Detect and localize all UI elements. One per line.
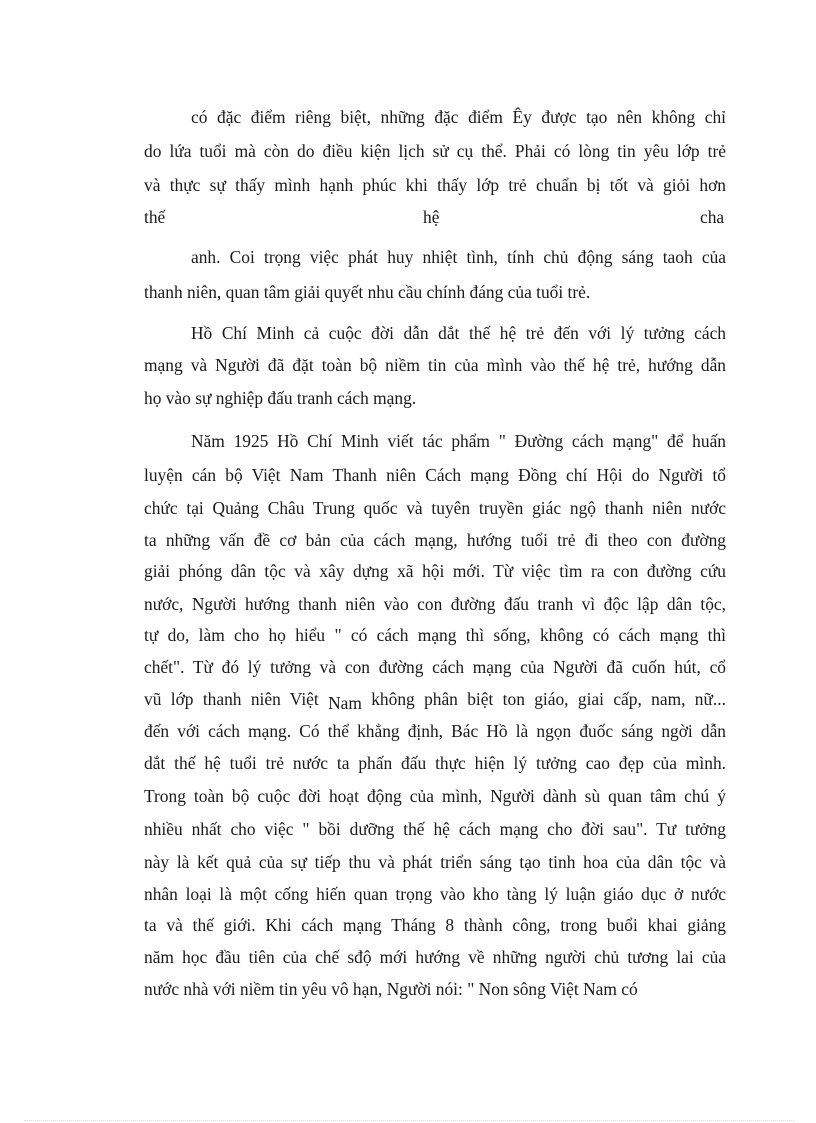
text-line <box>0 497 816 531</box>
lowered-word: Nam <box>328 693 362 713</box>
line-text: ta những vấn đề cơ bản của cách mạng, hướng tuổi trẻ đi theo con đường <box>144 530 726 550</box>
text-line <box>0 656 816 690</box>
line-text: nhân loại là một cống hiến quan trọng vào kho tàng lý luận giáo dục ở nước <box>144 884 726 904</box>
text-line <box>0 593 816 627</box>
text-line <box>0 140 816 174</box>
text-line <box>0 883 816 917</box>
text-line <box>0 281 816 315</box>
text-line <box>0 624 816 658</box>
line-text: Năm 1925 Hồ Chí Minh viết tác phẩm " Đường cách mạng" để huấn <box>191 431 726 451</box>
spread-word: thế <box>144 207 166 227</box>
text-line-spread <box>0 206 816 240</box>
spread-word: cha <box>700 207 725 227</box>
line-text: luyện cán bộ Việt Nam Thanh niên Cách mạng Đồng chí Hội do Người tổ <box>144 465 726 485</box>
line-text: chức tại Quảng Châu Trung quốc và tuyên truyền giác ngộ thanh niên nước <box>144 498 726 518</box>
text-line <box>0 688 816 722</box>
text-line <box>0 246 816 280</box>
line-text: nước, Người hướng thanh niên vào con đường đấu tranh vì độc lập dân tộc, <box>144 594 726 614</box>
text-line <box>0 560 816 594</box>
text-line <box>0 720 816 754</box>
text-line <box>0 106 816 140</box>
text-line <box>0 464 816 498</box>
line-text: ta và thế giới. Khi cách mạng Tháng 8 thành công, trong buổi khai giảng <box>144 915 726 935</box>
text-line <box>0 785 816 819</box>
line-text: thanh niên, quan tâm giải quyết nhu cầu chính đáng của tuổi trẻ. <box>144 282 591 302</box>
line-text: nước nhà với niềm tin yêu vô hạn, Người nói: " Non sông Việt Nam có <box>144 979 638 999</box>
text-line <box>0 818 816 852</box>
line-text: năm học đầu tiên của chế sđộ mới hướng về những người chủ tương lai của <box>144 947 726 967</box>
text-line <box>0 851 816 885</box>
page-bottom-rule <box>24 1120 794 1121</box>
line-text: anh. Coi trọng việc phát huy nhiệt tình, tính chủ động sáng taoh của <box>191 247 726 267</box>
spread-word: hệ <box>423 207 440 227</box>
text-line <box>0 529 816 563</box>
line-text: họ vào sự nghiệp đấu tranh cách mạng. <box>144 388 417 408</box>
text-line <box>0 322 816 356</box>
line-text: Hồ Chí Minh cả cuộc đời dẫn dắt thế hệ trẻ đến với lý tưởng cách <box>191 323 726 343</box>
line-text: dắt thế hệ tuổi trẻ nước ta phấn đấu thực hiện lý tưởng cao đẹp của mình. <box>144 753 726 773</box>
line-text: đến với cách mạng. Có thể khẳng định, Bác Hồ là ngọn đuốc sáng ngời dẫn <box>144 721 726 741</box>
text-line <box>0 174 816 208</box>
text-line <box>0 387 816 421</box>
line-text: tự do, làm cho họ hiểu " có cách mạng thì sống, không có cách mạng thì <box>144 625 726 645</box>
line-segment: vũ lớp thanh niên Việt <box>144 689 319 709</box>
line-text: giải phóng dân tộc và xây dựng xã hội mới. Từ việc tìm ra con đường cứu <box>144 561 726 581</box>
line-text: Trong toàn bộ cuộc đời hoạt động của mình, Người dành sù quan tâm chú ý <box>144 786 726 806</box>
line-text: và thực sự thấy mình hạnh phúc khi thấy lớp trẻ chuẩn bị tốt và giỏi hơn <box>144 175 726 195</box>
line-text: mạng và Người đã đặt toàn bộ niềm tin của mình vào thế hệ trẻ, hướng dẫn <box>144 355 726 375</box>
text-line <box>0 978 816 1012</box>
text-line <box>0 430 816 464</box>
line-text: nhiều nhất cho việc " bồi dưỡng thế hệ cách mạng cho đời sau". Tư tưởng <box>144 819 726 839</box>
line-text <box>144 688 726 713</box>
text-line <box>0 946 816 980</box>
line-text: chết". Từ đó lý tưởng và con đường cách mạng của Người đã cuốn hút, cổ <box>144 657 726 677</box>
line-segment: không phân biệt ton giáo, giai cấp, nam, nữ... <box>371 689 726 709</box>
line-text: này là kết quả của sự tiếp thu và phát triển sáng tạo tinh hoa của dân tộc và <box>144 852 726 872</box>
line-text: do lứa tuổi mà còn do điều kiện lịch sử cụ thể. Phải có lòng tin yêu lớp trẻ <box>144 141 726 161</box>
text-line <box>0 752 816 786</box>
line-text: có đặc điểm riêng biệt, những đặc điểm Êy được tạo nên không chỉ <box>191 107 726 127</box>
text-line <box>0 354 816 388</box>
text-line <box>0 914 816 948</box>
